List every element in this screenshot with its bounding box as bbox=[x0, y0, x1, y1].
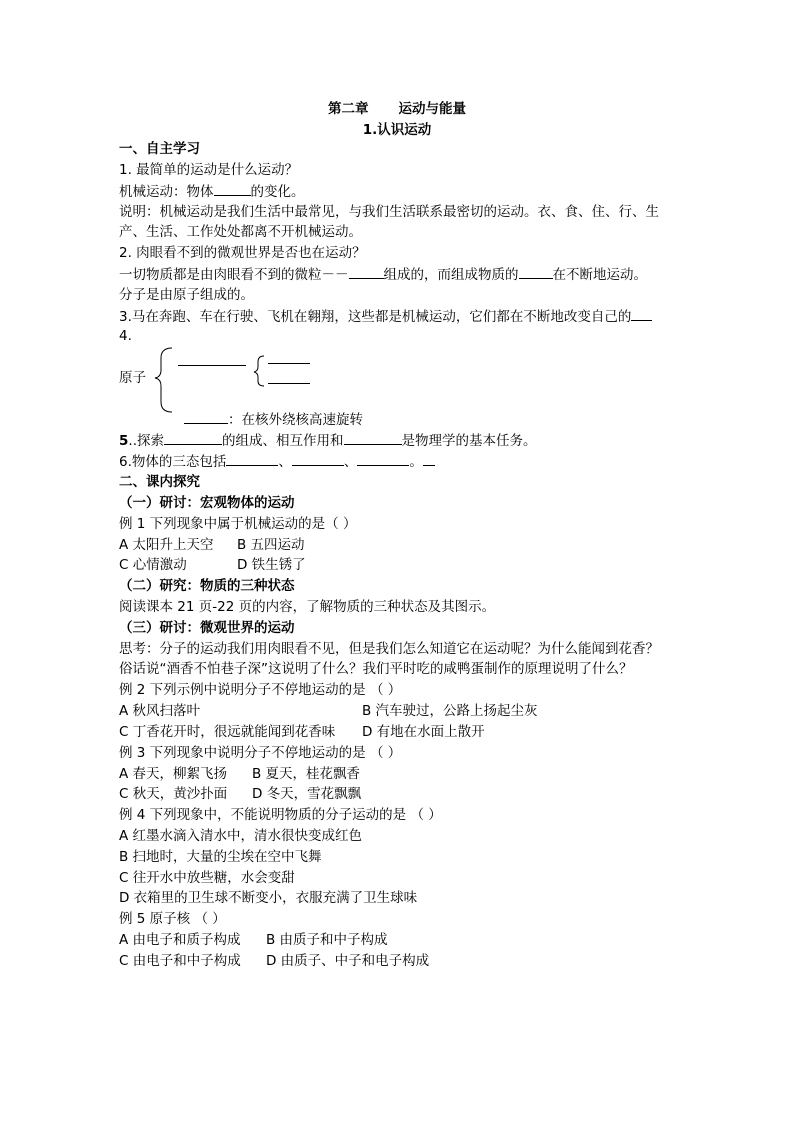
question-2: 2. 肉眼看不到的微观世界是否也在运动？ bbox=[119, 245, 366, 261]
example-3-option-a: A 春天，柳絮飞扬 bbox=[119, 766, 228, 782]
example-5-option-d: D 由质子、中子和电子构成 bbox=[266, 953, 430, 969]
lesson-title: 1.认识运动 bbox=[362, 122, 432, 138]
example-5-option-a: A 由电子和质子构成 bbox=[119, 932, 241, 948]
atom-structure-braces bbox=[150, 346, 330, 416]
section-1-heading: 一、自主学习 bbox=[119, 141, 200, 157]
chapter-number: 第二章 bbox=[328, 101, 369, 117]
section-2-heading: 二、课内探究 bbox=[119, 474, 200, 490]
example-4-option-d: D 衣箱里的卫生球不断变小，衣服充满了卫生球味 bbox=[119, 890, 418, 906]
example-3-option-b: B 夏天，桂花飘香 bbox=[252, 766, 361, 782]
blank bbox=[214, 183, 251, 196]
example-3-option-d: D 冬天，雪花飘飘 bbox=[252, 786, 362, 802]
example-2-option-c: C 丁香花开时，很远就能闻到花香味 bbox=[119, 724, 336, 740]
example-1-option-b: B 五四运动 bbox=[237, 537, 305, 553]
blank bbox=[519, 266, 553, 279]
example-4: 例 4 下列现象中，不能说明物质的分子运动的是 （ ） bbox=[119, 807, 442, 823]
question-5: 5..探索 的组成、相互作用和 是物理学的基本任务。 bbox=[119, 433, 537, 449]
example-5-option-c: C 由电子和中子构成 bbox=[119, 953, 241, 969]
chapter-name: 运动与能量 bbox=[398, 101, 466, 117]
question-2-note: 分子是由原子组成的。 bbox=[119, 287, 254, 303]
blank-electron bbox=[184, 411, 228, 424]
example-2-option-d: D 有地在水面上散开 bbox=[362, 724, 485, 740]
example-4-option-a: A 红墨水滴入清水中，清水很快变成红色 bbox=[119, 828, 363, 844]
blank bbox=[631, 308, 652, 321]
blank-neutron bbox=[268, 383, 310, 384]
note-line-1: 说明：机械运动是我们生活中最常见，与我们生活联系最密切的运动。衣、食、住、行、生 bbox=[119, 204, 659, 220]
question-6: 6.物体的三态包括 、 、 。 bbox=[119, 453, 435, 470]
example-5: 例 5 原子核 （ ） bbox=[119, 911, 226, 927]
example-1: 例 1 下列现象中属于机械运动的是（ ） bbox=[119, 516, 357, 532]
example-4-option-c: C 往开水中放些糖，水会变甜 bbox=[119, 870, 295, 886]
blank bbox=[357, 453, 409, 466]
question-4: 4. bbox=[119, 328, 132, 344]
blank-nucleus bbox=[178, 365, 246, 366]
example-1-option-d: D 铁生锈了 bbox=[237, 557, 306, 573]
blank-proton bbox=[268, 363, 310, 364]
blank bbox=[423, 453, 435, 466]
subsection-2-heading: （二）研究：物质的三种状态 bbox=[119, 578, 295, 594]
blank bbox=[344, 432, 402, 445]
example-2-option-b: B 汽车驶过，公路上扬起尘灰 bbox=[362, 703, 538, 719]
think-line-2: 俗话说“酒香不怕巷子深”这说明了什么？我们平时吃的咸鸭蛋制作的原理说明了什么？ bbox=[119, 661, 633, 677]
example-1-option-a: A 太阳升上天空 bbox=[119, 537, 214, 553]
subsection-1-heading: （一）研讨：宏观物体的运动 bbox=[119, 495, 295, 511]
example-3: 例 3 下列现象中说明分子不停地运动的是 （ ） bbox=[119, 745, 402, 761]
atom-label: 原子 bbox=[119, 370, 146, 386]
question-2-answer: 一切物质都是由肉眼看不到的微粒－－ 组成的，而组成物质的 在不断地运动。 bbox=[119, 267, 647, 283]
example-2: 例 2 下列示例中说明分子不停地运动的是 （ ） bbox=[119, 682, 402, 698]
electron-line: ：在核外绕核高速旋转 bbox=[184, 411, 363, 428]
blank bbox=[226, 453, 278, 466]
blank bbox=[292, 453, 344, 466]
example-3-option-c: C 秋天，黄沙扑面 bbox=[119, 786, 228, 802]
example-2-option-a: A 秋风扫落叶 bbox=[119, 703, 201, 719]
chapter-title bbox=[0, 101, 794, 117]
question-1-definition: 机械运动：物体 的变化。 bbox=[119, 184, 305, 200]
think-line-1: 思考：分子的运动我们用肉眼看不见，但是我们怎么知道它在运动呢？为什么能闻到花香？ bbox=[119, 641, 659, 657]
example-4-option-b: B 扫地时，大量的尘埃在空中飞舞 bbox=[119, 849, 322, 865]
reading-instruction: 阅读课本 21 页-22 页的内容，了解物质的三种状态及其图示。 bbox=[119, 599, 496, 615]
example-5-option-b: B 由质子和中子构成 bbox=[266, 932, 388, 948]
question-1: 1. 最简单的运动是什么运动？ bbox=[119, 162, 299, 178]
note-line-2: 产、生活、工作处处都离不开机械运动。 bbox=[119, 224, 362, 240]
example-1-option-c: C 心情激动 bbox=[119, 557, 187, 573]
subsection-3-heading: （三）研讨：微观世界的运动 bbox=[119, 620, 295, 636]
blank bbox=[349, 266, 384, 279]
blank bbox=[164, 432, 222, 445]
question-3: 3.马在奔跑、车在行驶、飞机在翱翔，这些都是机械运动，它们都在不断地改变自己的 bbox=[119, 308, 652, 325]
